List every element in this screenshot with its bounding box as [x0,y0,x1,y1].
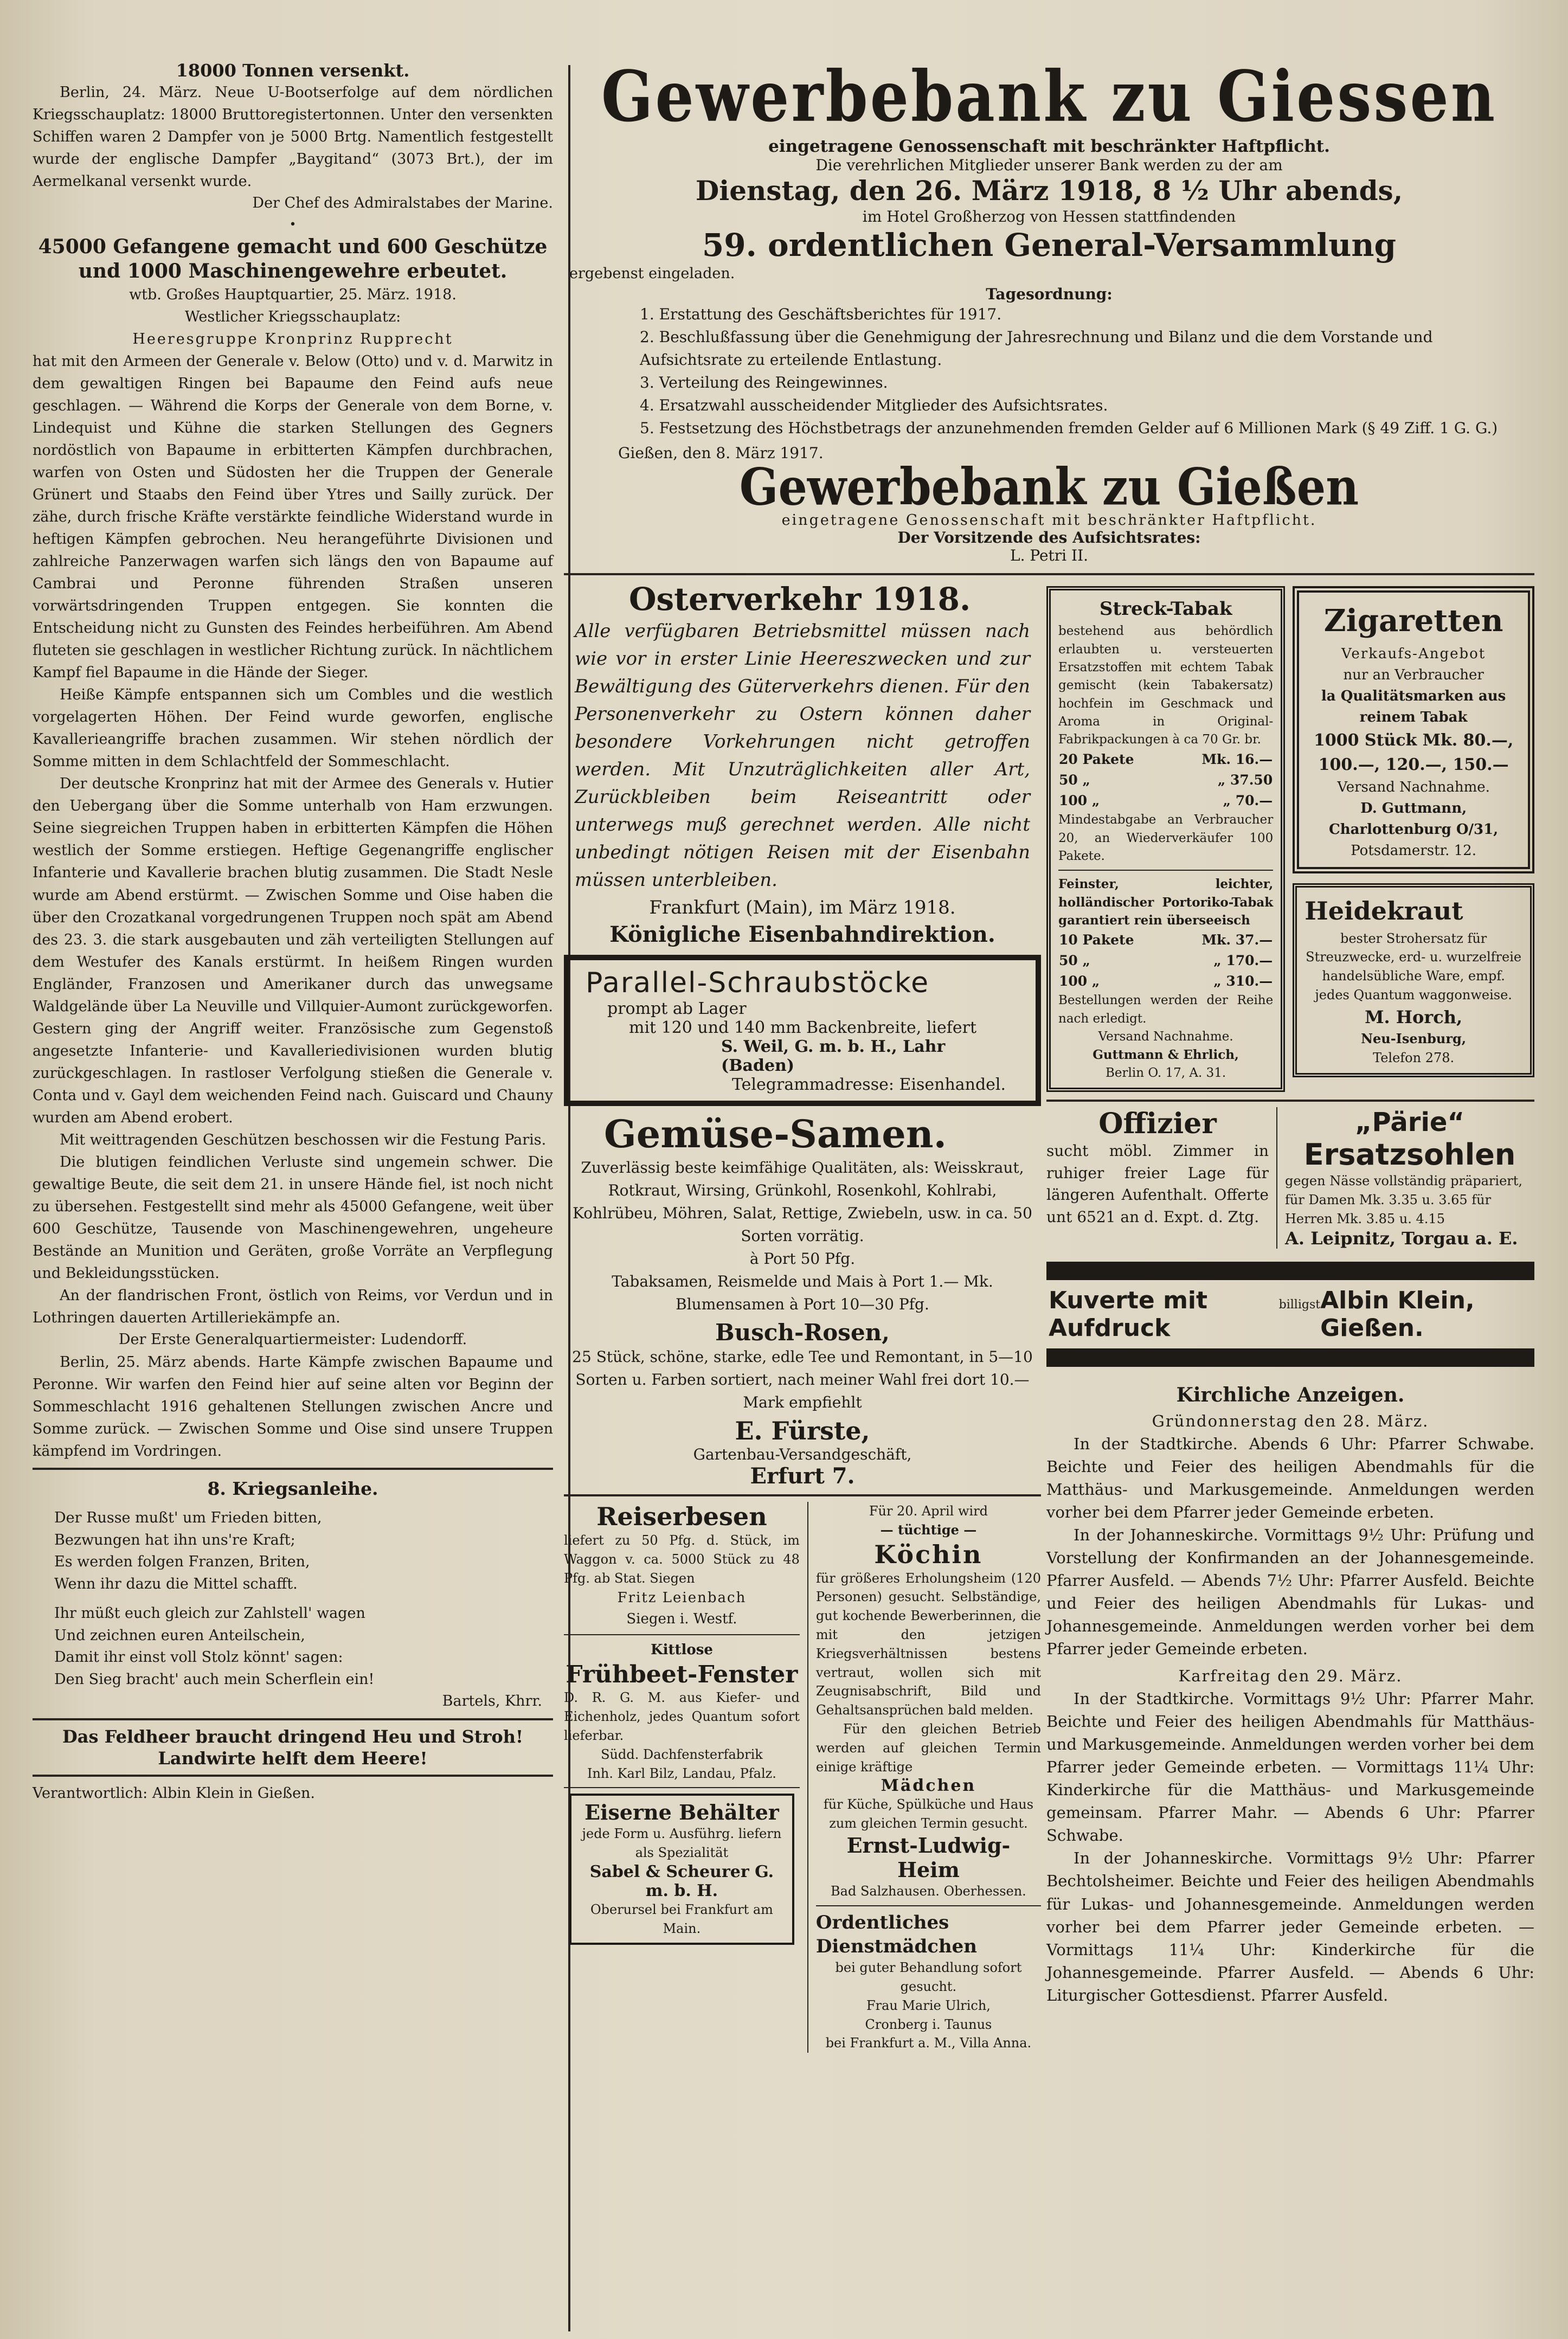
gewerbebank-assembly: 59. ordentlichen General-Versammlung [702,227,1397,264]
article-paragraph-1: hat mit den Armeen der Generale v. Below (Otto) und v. d. Marwitz in dem gewaltigen Ringen bei Bapaume den Feind aufs neue geschlagen. — Während die Korps der Generale von dem Borne, v. Lindequist und Kühne die starken Stellungen des Gegners nordöstlich von Bapaume in erbitterten Kämpfen durchbrachen, warfen von Osten und Südosten her die Truppen der Generale Grünert und Staabs den Feind über Ytres und Sailly zurück. Der zähe, durch frische Kräfte verstärkte feindliche Widerstand wurde in heftigen Kämpfen gebrochen. Neu herangeführte Divisionen und zahlreiche Panzerwagen warfen sich längs den von Bapaume auf Cambrai und Peronne führenden Straßen unseren vorwärtsdringenden Truppen entgegen. Sie konnten die Entscheidung nicht zu Gunsten des Feindes herbeiführen. Am Abend fluteten sie geschlagen in westlicher Richtung zurück. In nächtlichem Kampf fiel Bapaume in die Hände der Sieger. [33,352,553,682]
price-qty: 20 Pakete [1059,751,1134,767]
ad-offizier [1046,1107,1269,1249]
divider [564,1634,800,1635]
ads-middle [564,581,1041,2053]
divider [33,1718,553,1720]
pairie-title-2: Ersatzsohlen [1303,1137,1516,1172]
price-qty: 100 „ [1059,973,1100,989]
offizier-row [1046,1107,1534,1249]
price-value: „ 37.50 [1217,772,1273,788]
eiserne-text: jede Form u. Ausführg. liefern als Spezialität [582,1826,782,1861]
gewerbebank-title: Gewerbebank zu Giessen [601,56,1498,138]
zig-line-3: la Qualitätsmarken aus reinem Tabak [1321,687,1506,725]
article-paragraph-2: Heiße Kämpfe entspannen sich um Combles und die westlich vorgelagerten Höhen. Der Feind wurde geworfen, englische Kavallerieangriffe brachen zusammen. Wir stehen nördlich der Somme mitten in dem Schlachtfeld der Sommeschlacht. [33,686,553,770]
eiserne-title: Eiserne Behälter [584,1800,779,1825]
black-bar [1046,1262,1534,1280]
poem-author: Bartels, Khrr. [442,1693,542,1710]
church-notices [1046,1381,1534,2006]
kirche-paragraph-2: In der Johanneskirche. Vormittags 9½ Uhr: Prüfung und Vorstellung der Konfirmanden an der Johannesgemeinde. Pfarrer Ausfeld. — Abends 7½ Uhr: Pfarrer Ausfeld. Beichte und Feier des heiligen Abendmahls für Lukas- und Johannesgemeinde. Anmeldungen werden vorher bei dem Pfarrer jeder Gemeinde erbeten. [1046,1525,1534,1659]
ad-gewerbebank [564,56,1534,564]
zig-line-9: Potsdamerstr. 12. [1351,842,1476,859]
reiser-title: Reiserbesen [596,1501,767,1531]
kirche-date-1: Gründonnerstag den 28. März. [1152,1411,1429,1430]
price-value: Mk. 16.— [1201,751,1273,767]
pairie-title: „Pärie“ [1354,1107,1465,1138]
zig-title: Zigaretten [1323,602,1503,639]
dienst-text: bei guter Behandlung sofort gesucht. [835,1960,1022,1994]
kirche-paragraph-1: In der Stadtkirche. Abends 6 Uhr: Pfarrer Schwabe. Beichte und Feier des heiligen Abendmahls für die Matthäus- und Markusgemeinde. Anmeldungen werden vorher bei dem Pfarrer jeder Gemeinde erbeten. [1046,1434,1534,1521]
kittlose-text: D. R. G. M. aus Kiefer- und Eichenholz, jedes Quantum sofort lieferbar. [564,1690,800,1743]
gewerbebank-place-date: Gießen, den 8. März 1917. [618,444,824,462]
poem-kriegsanleihe [33,1507,553,1691]
small-ads-row [564,1502,1041,2053]
oster-signature: Königliche Eisenbahndirektion. [609,921,995,947]
rosen-text: 25 Stück, schöne, starke, edle Tee und Remontant, in 5—10 Sorten u. Farben sortiert, nach meiner Wahl frei dort 10.—Mark empfiehlt [572,1347,1033,1411]
koechin-heim-place: Bad Salzhausen. Oberhessen. [831,1883,1026,1899]
divider [33,1468,553,1470]
kittlose-owner: Inh. Karl Bilz, Landau, Pfalz. [587,1765,776,1781]
headline-kriegsanleihe: 8. Kriegsanleihe. [207,1477,378,1499]
heide-tel: Telefon 278. [1373,1050,1455,1066]
gewerbebank-title-2: Gewerbebank zu Gießen [739,456,1359,517]
poem-line: Den Sieg bracht' auch mein Scherflein ein! [54,1670,375,1688]
kittlose-title: Frühbeet-Fenster [565,1661,798,1689]
koechin-text-3: für Küche, Spülküche und Haus zum gleichen Termin gesucht. [823,1797,1034,1832]
divider [564,1787,800,1788]
zig-line-8: Charlottenburg O/31, [1329,821,1499,838]
poem-line: Damit ihr einst voll Stolz könnt' sagen: [54,1649,343,1666]
ad-streck-tabak [1046,586,1285,1092]
samen-city: Erfurt 7. [750,1463,855,1489]
kirche-paragraph-4: In der Johanneskirche. Vormittags 9½ Uhr: Pfarrer Bechtolsheimer. Beichte und Feier des heiligen Abendmahls für Lukas- und Johannesgemeinde. Anmeldungen werden vorher bei dem Pfarrer jeder Gemeinde erbeten. — Vormittags 11¼ Uhr: Kinderkirche für die Johannesgemeinde. Pfarrer Ausfeld. — Abends 6 Uhr: Liturgischer Gottesdienst. Pfarrer Ausfeld. [1046,1849,1534,2004]
ad-pairie [1285,1107,1534,1249]
ad-reiserbesen [564,1502,800,1630]
divider [816,1905,1041,1906]
koechin-text-2: Für den gleichen Betrieb werden auf gleichen Termin einige kräftige [815,1721,1041,1775]
agenda-item: 3. Verteilung des Reingewinnes. [640,373,888,391]
article-paragraph-5: Die blutigen feindlichen Verluste sind ungemein schwer. Die gewaltige Beute, die seit dem 21. in unsere Hände fiel, ist noch nicht zu übersehen. Festgestellt sind mehr als 45000 Gefangene, weit über 600 Geschütze, Tausende von Maschinengewehren, ungeheure Bestände an Munition und Geräten, große Vorräte an Verpflegung und Bekleidungsstücken. [33,1153,553,1282]
dienst-city: Cronberg i. Taunus [865,2016,992,2032]
streck-prices-1 [1058,749,1273,812]
small-ads-right [816,1502,1041,2053]
dienst-name: Frau Marie Ulrich, [866,1997,991,2013]
ad-eiserne-behaelter [569,1794,794,1944]
gewerbebank-date: Dienstag, den 26. März 1918, 8 ½ Uhr abends, [695,174,1403,207]
dienst-address: bei Frankfurt a. M., Villa Anna. [825,2035,1032,2051]
article-paragraph-3: Der deutsche Kronprinz hat mit der Armee des Generals v. Hutier den Uebergang über die Somme unterhalb von Ham erzwungen. Seine siegreichen Truppen haben in erbitterten Kämpfen die Höhen westlich der Somme erstiegen. Heftige Gegenangriffe englischer Infanterie und Kavallerie brachen blutig zusammen. Die Stadt Nesle wurde am Abend erstürmt. — Zwischen Somme und Oise haben die über den Crozatkanal vorgedrungenen Truppen noch spät am Abend des 23. 3. die stark ausgebauten und zäh verteiligten Stellungen auf dem Westufer des Kanals erstürmt. In heißem Ringen wurden Engländer, Franzosen und Amerikaner durch das unwegsame Waldgelände über La Neuville und Villquier-Aumont zurückgeworfen. Gestern ging der Angriff weiter. Französische zum Gegenstoß angesetzte Infanterie- und Kavalleriedivisionen wurden blutig zurückgeschlagen. In rastloser Verfolgung stießen die Generale v. Conta und v. Gayl dem weichenden Feind nach. Guiscard und Chauny wurden am Abend erobert. [33,775,553,1126]
price-value: „ 70.— [1223,793,1273,809]
price-value: „ 310.— [1213,973,1273,989]
koechin-maedchen: Mädchen [881,1776,976,1796]
article-tonnen: Berlin, 24. März. Neue U-Bootserfolge auf dem nördlichen Kriegsschauplatz: 18000 Bruttoregistertonnen. Unter den versenkten Schiffen waren 2 Dampfer von je 5000 Brtg. Namentlich festgestellt wurde der englische Dampfer „Baygitand“ (3073 Brt.), der im Aermelkanal versenkt wurde. [33,84,553,190]
appeal-line-1: Das Feldheer braucht dringend Heu und Stroh! [62,1726,523,1747]
price-row [1058,770,1273,791]
appeal-line-2: Landwirte helft dem Heere! [158,1747,428,1769]
zig-line-1: Verkaufs-Angebot [1341,645,1486,662]
kuvert-text: Kuverte mit Aufdruck [1049,1287,1208,1342]
heide-name: M. Horch, [1365,1006,1463,1027]
ad-osterverkehr [564,581,1041,947]
streck-text-2: Feinster, leichter, holländischer Portoriko-Tabak garantiert rein überseeisch [1058,877,1274,928]
streck-note: Bestellungen werden der Reihe nach erledigt. [1058,993,1274,1026]
dienst-title: Ordentliches Dienstmädchen [815,1911,978,1957]
koechin-text: für größeres Erholungsheim (120 Personen) gesucht. Selbständige, gut kochende Bewerberinnen, die mit den jetzigen Kriegsverhältnissen bestens vertraut, wollen sich mit Zeugnisabschrift, Bild und Gehaltsansprüchen bald melden. [815,1570,1041,1718]
gewerbebank-subtitle-2: eingetragene Genossenschaft mit beschränkter Haftpflicht. [781,511,1317,529]
ads-area [564,575,1534,2310]
koechin-pre: Für 20. April wird [869,1503,988,1519]
divider [1058,870,1273,871]
ad-heidekraut [1293,883,1534,1077]
zig-line-5: 100.—, 120.—, 150.— [1318,755,1509,774]
poem-line: Ihr müßt euch gleich zur Zahlstell' wagen [54,1605,365,1622]
article-evening-report: Berlin, 25. März abends. Harte Kämpfe zwischen Bapaume und Peronne. Wir warfen den Feind hier auf seine alten vor Beginn der Sommeschlacht 1916 gehaltenen Stellungen zwischen Ancre und Somme zurück. — Zwischen Somme und Oise sind unsere Truppen kämpfend im Vordringen. [33,1353,553,1460]
oster-text: Alle verfügbaren Betriebsmittel müssen nach wie vor in erster Linie Heereszwecken und zur Bewältigung des Güterverkehrs dienen. Für den Personenverkehr zu Ostern können daher besondere Vorkehrungen nicht getroffen werden. Mit Unzuträglichkeiten aller Art, Zurückbleiben beim Reiseantritt oder unterwegs muß gerechnet werden. Alle nicht unbedingt nötigen Reisen mit der Eisenbahn müssen unterbleiben. [575,620,1030,891]
signature-ludendorff: Der Erste Generalquartiermeister: Ludendorff. [118,1331,467,1348]
gewerbebank-chair: Der Vorsitzende des Aufsichtsrates: [897,528,1201,547]
poem-line: Bezwungen hat ihn uns're Kraft; [54,1531,295,1548]
tabak-row [1046,586,1534,1092]
samen-text: Zuverlässig beste keimfähige Qualitäten, als: Weisskraut, Rotkraut, Wirsing, Grünkohl, Rosenkohl, Kohlrabi, Kohlrübeu, Möhren, Salat, Rettige, Zwiebeln, usw. in ca. 50 Sorten vorrätig. [573,1158,1032,1245]
poem-line: Es werden folgen Franzen, Briten, [54,1553,310,1571]
poem-line: Der Russe mußt' um Frieden bitten, [54,1509,322,1527]
gewerbebank-chair-name: L. Petri II. [1010,546,1089,564]
offizier-rule [1276,1107,1277,1249]
subhead-heeresgruppe: Heeresgruppe Kronprinz Rupprecht [132,330,453,348]
ad-schraubstoecke [564,955,1041,1106]
streck-firm: Guttmann & Ehrlich, [1093,1048,1239,1063]
kirche-title: Kirchliche Anzeigen. [1176,1384,1405,1407]
left-column [33,60,553,1804]
koechin-pre-2: — tüchtige — [880,1521,977,1538]
ads-right [1046,586,1534,2007]
ad-kittlose [564,1640,800,1783]
samen-name: E. Fürste, [735,1416,870,1445]
schraub-line-1: prompt ab Lager [607,999,747,1018]
gewerbebank-agenda-title: Tagesordnung: [986,285,1113,303]
offizier-text: sucht möbl. Zimmer in ruhiger freier Lage für längeren Aufenthalt. Offerte unt 6521 an d. Expt. d. Ztg. [1046,1141,1269,1226]
ad-gemuese-samen [564,1111,1041,1489]
price-row [1058,950,1273,971]
agenda-item: 4. Ersatzwahl ausscheidender Mitglieder des Aufsichtsrates. [640,396,1108,414]
rosen-title: Busch-Rosen, [715,1319,890,1346]
offizier-title: Offizier [1098,1107,1217,1140]
kuvert-small: billigst [1278,1298,1321,1312]
article-paragraph-6: An der flandrischen Front, östlich von Reims, vor Verdun und in Lothringen dauerten Artilleriekämpfe an. [33,1287,553,1327]
zig-line-6: Versand Nachnahme. [1337,779,1490,795]
price-row [1058,791,1273,811]
heide-text: bester Strohersatz für Streuzwecke, erd- u. wurzelfreie handelsübliche Ware, empf. jedes Quantum waggonweise. [1306,930,1522,1003]
zig-line-4: 1000 Stück Mk. 80.—, [1313,730,1514,750]
price-value: „ 170.— [1213,952,1273,968]
schraub-line-4: Telegrammadresse: Eisenhandel. [732,1075,1006,1094]
koechin-title: Köchin [874,1539,983,1569]
streck-address: Berlin O. 17, A. 31. [1106,1065,1226,1080]
heide-title: Heidekraut [1304,896,1463,926]
price-qty: 50 „ [1059,952,1090,968]
zig-line-7: D. Guttmann, [1360,800,1467,817]
signature-admiralstab: Der Chef des Admiralstabes der Marine. [252,195,553,212]
headline-tonnen: 18000 Tonnen versenkt. [176,60,410,81]
black-bar [1046,1348,1534,1367]
heide-city: Neu-Isenburg, [1361,1031,1467,1047]
reiser-text: liefert zu 50 Pfg. d. Stück, im Waggon v. ca. 5000 Stück zu 48 Pfg. ab Stat. Siegen [564,1532,800,1586]
schraub-title: Parallel-Schraubstöcke [586,966,930,999]
gewerbebank-invited: ergebenst eingeladen. [569,265,735,282]
gewerbebank-invite: Die verehrlichen Mitglieder unserer Bank werden zu der am [815,156,1283,174]
poem-line: Wenn ihr dazu die Mittel schafft. [54,1575,298,1592]
oster-place: Frankfurt (Main), im März 1918. [649,896,956,918]
price-row [1058,749,1273,770]
price-value: Mk. 37.— [1201,931,1273,948]
bullet-separator: • [289,217,297,232]
poem-line: Und zeichnen euren Anteilschein, [54,1627,305,1644]
headline-gefangene: 45000 Gefangene gemacht und 600 Geschütze und 1000 Maschinengewehre erbeutet. [38,235,548,282]
ad-koechin [816,1502,1041,1901]
zig-line-2: nur an Verbraucher [1343,666,1484,683]
divider [33,1775,553,1777]
streck-text: bestehend aus behördlich erlaubten u. versteuerten Ersatzstoffen mit echtem Tabak gemischt (kein Tabakersatz) hochfein im Geschmack und Aroma in Original-Fabrikpackungen à ca 70 Gr. br. [1058,624,1274,747]
small-ads-left [564,1502,800,2053]
right-column [564,54,1534,2310]
samen-business: Gartenbau-Versandgeschäft, [693,1445,912,1463]
kittlose-pre: Kittlose [650,1642,713,1659]
oster-title: Osterverkehr 1918. [629,580,971,618]
samen-text-2: Tabaksamen, Reismelde und Mais à Port 1.— Mk. Blumensamen à Port 10—30 Pfg. [612,1272,993,1313]
streck-min: Mindestabgabe an Verbraucher 20, an Wiederverkäufer 100 Pakete. [1058,813,1274,864]
subhead-westlich: Westlicher Kriegsschauplatz: [184,308,401,325]
ad-dienstmaedchen [816,1911,1041,2053]
schraub-line-2: mit 120 und 140 mm Backenbreite, liefert [629,1018,977,1037]
eiserne-city: Oberursel bei Frankfurt am Main. [590,1901,773,1936]
ad-zigaretten [1293,586,1534,873]
pairie-firm: A. Leipnitz, Torgau a. E. [1285,1228,1518,1249]
agenda-item: 5. Festsetzung des Höchstbetrags der anzunehmenden fremden Gelder auf 6 Millionen Mark (§ 49 Ziff. 1 G. G.) [640,419,1498,437]
price-qty: 50 „ [1059,772,1090,788]
gewerbebank-agenda [569,303,1529,440]
divider [564,1494,1041,1496]
streck-prices-2 [1058,930,1273,992]
price-qty: 100 „ [1059,793,1100,809]
price-qty: 10 Pakete [1059,931,1134,948]
kittlose-firm: Südd. Dachfensterfabrik [601,1746,763,1762]
pairie-text: gegen Nässe vollständig präpariert, für Damen Mk. 3.35 u. 3.65 für Herren Mk. 3.85 u. 4.15 [1285,1173,1523,1226]
streck-shipping: Versand Nachnahme. [1098,1029,1233,1044]
dateline-hauptquartier: wtb. Großes Hauptquartier, 25. März. 1918. [129,286,457,303]
article-paragraph-4: Mit weittragenden Geschützen beschossen wir die Festung Paris. [60,1131,547,1148]
reiser-city: Siegen i. Westf. [626,1611,737,1628]
koechin-heim: Ernst-Ludwig-Heim [846,1833,1011,1882]
samen-title: Gemüse-Samen. [604,1111,947,1156]
gewerbebank-subtitle: eingetragene Genossenschaft mit beschränkter Haftpflicht. [768,136,1330,156]
eiserne-firm: Sabel & Scheurer G. m. b. H. [589,1862,774,1900]
gewerbebank-venue: im Hotel Großherzog von Hessen stattfindenden [862,208,1236,226]
agenda-item: 2. Beschlußfassung über die Genehmigung der Jahresrechnung und Bilanz und die dem Vorstande und Aufsichtsrate zu erteilende Entlastung. [640,327,1433,369]
kuvert-name: Albin Klein, Gießen. [1320,1287,1475,1342]
agenda-item: 1. Erstattung des Geschäftsberichtes für 1917. [640,305,1002,323]
streck-title: Streck-Tabak [1099,597,1232,620]
divider [1046,1100,1534,1102]
price-row [1058,930,1273,950]
kirche-paragraph-3: In der Stadtkirche. Vormittags 9½ Uhr: Pfarrer Mahr. Beichte und Feier des heiligen Abendmahls für Matthäus- und Markusgemeinde. Anmeldungen werden vorher bei dem Pfarrer jeder Gemeinde erbeten. — Vormittags 11¼ Uhr: Kinderkirche für die Matthäus- und Markusgemeinde gemeinsam. Pfarrer Mahr. — Abends 6 Uhr: Pfarrer Schwabe. [1046,1689,1534,1845]
zig-heide-column [1293,586,1534,1092]
small-ads-rule [807,1502,808,2053]
responsible-editor: Verantwortlich: Albin Klein in Gießen. [33,1784,316,1802]
kirche-date-2: Karfreitag den 29. März. [1178,1667,1403,1686]
samen-porto: à Port 50 Pfg. [749,1249,856,1268]
reiser-name: Fritz Leienbach [617,1590,747,1607]
ad-kuverte [1046,1280,1534,1348]
price-row [1058,971,1273,992]
schraub-line-3: S. Weil, G. m. b. H., Lahr (Baden) [721,1037,946,1075]
